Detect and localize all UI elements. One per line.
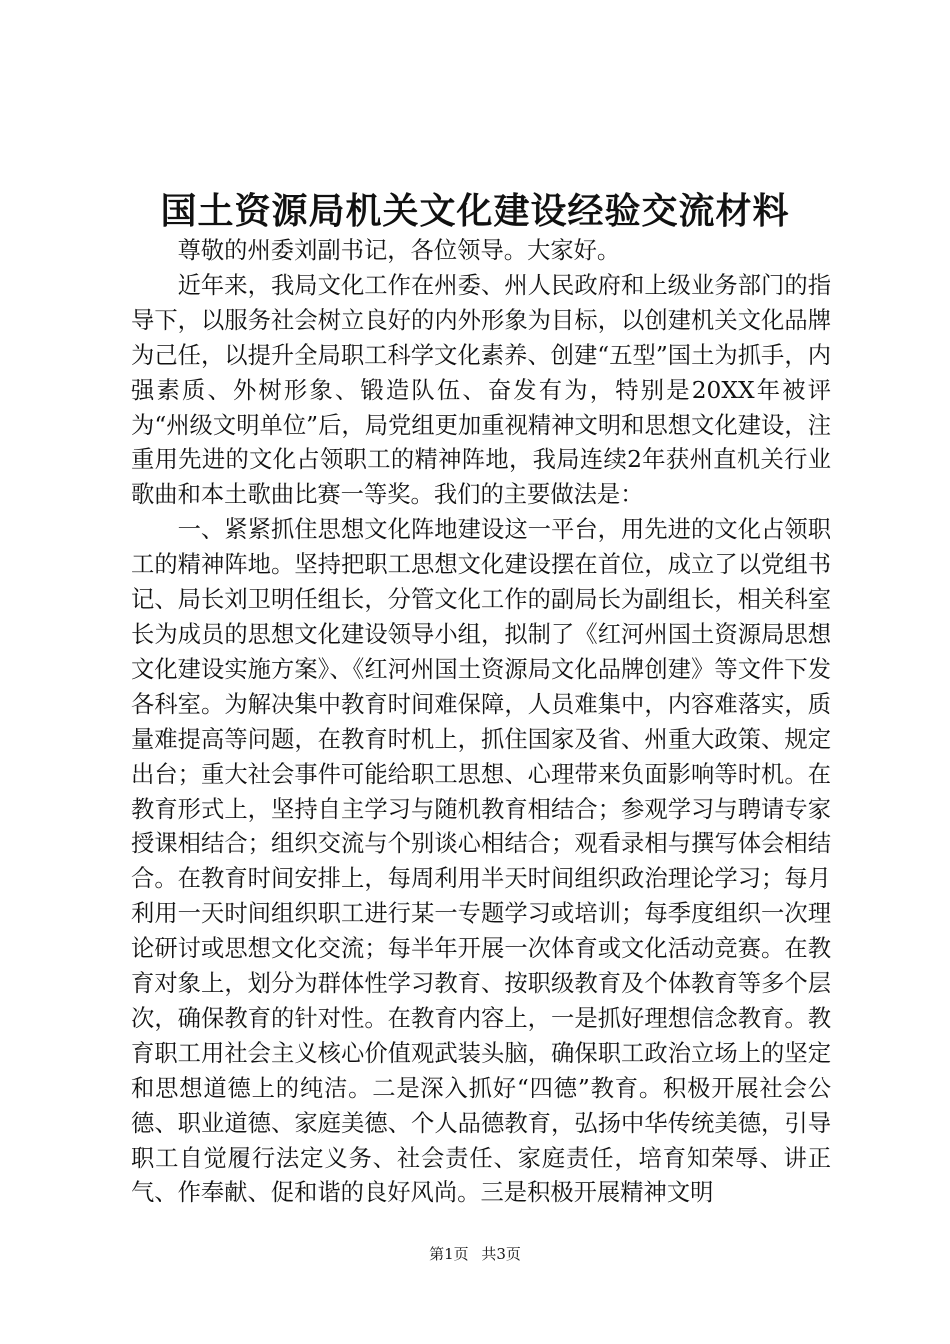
- document-body: [131, 234, 831, 1211]
- page-total: 共3页: [481, 1245, 521, 1263]
- greeting-paragraph: 尊敬的州委刘副书记，各位领导。大家好。: [177, 237, 621, 264]
- section-one-paragraph: 一、紧紧抓住思想文化阵地建设这一平台，用先进的文化占领职工的精神阵地。坚持把职工思想文化建设摆在首位，成立了以党组书记、局长刘卫明任组长，分管文化工作的副局长为副组长，相关科室长为成员的思想文化建设领导小组，拟制了《红河州国土资源局思想文化建设实施方案》、《红河州国土资源局文化品牌创建》等文件下发各科室。为解决集中教育时间难保障，人员难集中，内容难落实，质量难提高等问题，在教育时机上，抓住国家及省、州重大政策、规定出台；重大社会事件可能给职工思想、心理带来负面影响等时机。在教育形式上，坚持自主学习与随机教育相结合；参观学习与聘请专家授课相结合；组织交流与个别谈心相结合；观看录相与撰写体会相结合。在教育时间安排上，每周利用半天时间组织政治理论学习；每月利用一天时间组织职工进行某一专题学习或培训；每季度组织一次理论研讨或思想文化交流；每半年开展一次体育或文化活动竞赛。在教育对象上，划分为群体性学习教育、按职级教育及个体教育等多个层次，确保教育的针对性。在教育内容上，一是抓好理想信念教育。教育职工用社会主义核心价值观武装头脑，确保职工政治立场上的坚定和思想道德上的纯洁。二是深入抓好“四德”教育。积极开展社会公德、职业道德、家庭美德、个人品德教育，弘扬中华传统美德，引导职工自觉履行法定义务、社会责任、家庭责任，培育知荣辱、讲正气、作奉献、促和谐的良好风尚。三是积极开展精神文明: [131, 516, 831, 1207]
- document-title: 国土资源局机关文化建设经验交流材料: [160, 190, 790, 232]
- page-footer: [0, 1244, 950, 1264]
- page-number: 第1页: [429, 1245, 469, 1263]
- intro-paragraph: 近年来，我局文化工作在州委、州人民政府和上级业务部门的指导下，以服务社会树立良好的内外形象为目标，以创建机关文化品牌为己任，以提升全局职工科学文化素养、创建“五型”国土为抓手，内强素质、外树形象、锻造队伍、奋发有为，特别是20XX年被评为“州级文明单位”后，局党组更加重视精神文明和思想文化建设，注重用先进的文化占领职工的精神阵地，我局连续2年获州直机关行业歌曲和本土歌曲比赛一等奖。我们的主要做法是：: [131, 271, 831, 509]
